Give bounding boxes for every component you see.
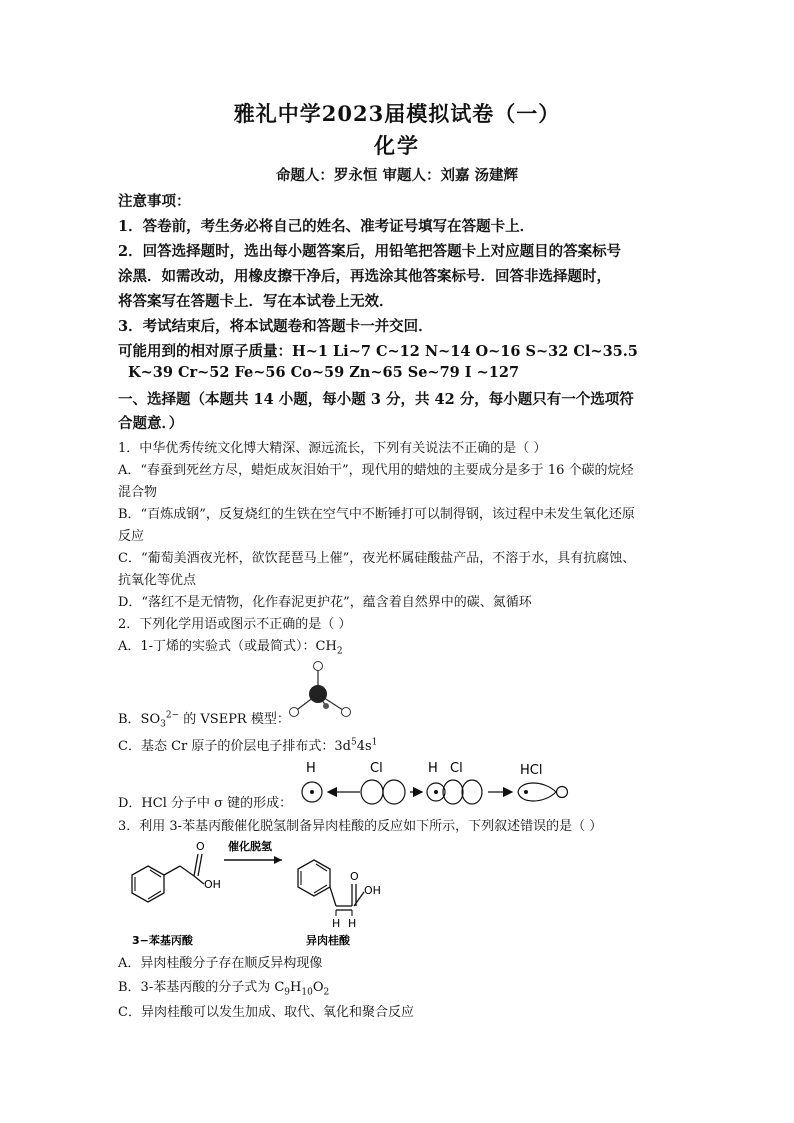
q2-b-superscript: 2− xyxy=(165,710,180,721)
so3-vsepr-model xyxy=(282,656,372,722)
q3-reaction-scheme xyxy=(118,832,398,950)
q3-option-c: C．异肉桂酸可以发生加成、取代、氧化和聚合反应 xyxy=(118,1005,414,1020)
fig-h-label-2: H xyxy=(428,761,438,776)
q2-option-d: D．HCl 分子中 σ 键的形成： xyxy=(118,796,293,811)
section-heading-line-2: 合题意．） xyxy=(118,415,184,432)
q2-b-text-end: 的 VSEPR 模型： xyxy=(179,712,290,727)
q1-stem: 1．中华优秀传统文化博大精深、源远流长，下列有关说法不正确的是（ ） xyxy=(118,441,547,456)
q3-left-o-label: O xyxy=(196,840,205,853)
atomic-mass-line-1: 可能用到的相对原子质量：H~1 Li~7 C~12 N~14 O~16 S~32 Cl~35.5 xyxy=(118,343,638,360)
q3-right-h-label-1: H xyxy=(332,917,341,930)
q3-right-oh-label: OH xyxy=(364,884,381,897)
q3-stem: 3．利用 3-苯基丙酸催化脱氢制备异肉桂酸的反应如下所示，下列叙述错误的是（ ） xyxy=(118,819,603,834)
q2-a-text: A．1-丁烯的实验式（或最简式）：CH xyxy=(118,639,337,654)
q3-b-sub-o: 2 xyxy=(323,987,330,998)
q2-b-text: B．SO xyxy=(118,712,161,727)
q2-b-subscript: 3 xyxy=(160,719,166,730)
q1-option-c-line-1: C．“葡萄美酒夜光杯，欲饮琵琶马上催”，夜光杯属硅酸盐产品，不溶于水，具有抗腐蚀、 xyxy=(118,551,636,566)
fig-hcl-label: HCl xyxy=(520,763,543,778)
q3-b-sub-h: 10 xyxy=(301,987,313,998)
q1-option-a-line-2: 混合物 xyxy=(118,485,158,500)
q3-b-text: B．3-苯基丙酸的分子式为 C xyxy=(118,980,285,995)
note-2-line-1: 2．回答选择题时，选出每小题答案后，用铅笔把答题卡上对应题目的答案标号 xyxy=(118,243,622,260)
note-2-line-3: 将答案写在答题卡上．写在本试卷上无效． xyxy=(118,293,394,310)
note-1: 1．答卷前，考生务必将自己的姓名、准考证号填写在答题卡上． xyxy=(118,218,535,235)
exam-title: 雅礼中学2023届模拟试卷（一） xyxy=(233,101,561,126)
authors-line: 命题人：罗永恒 审题人：刘嘉 汤建辉 xyxy=(275,167,519,184)
q3-left-oh-label: OH xyxy=(204,878,221,891)
hcl-sigma-bond-figure xyxy=(298,758,578,808)
atomic-mass-line-2: K~39 Cr~52 Fe~56 Co~59 Zn~65 Se~79 I ~127 xyxy=(128,364,520,381)
q2-c-sup-1: 5 xyxy=(350,737,357,748)
subject-title: 化学 xyxy=(374,133,420,158)
q3-option-b xyxy=(118,976,329,998)
q2-stem: 2．下列化学用语或图示不正确的是（ ） xyxy=(118,617,352,632)
note-2-line-2: 涂黑．如需改动，用橡皮擦干净后，再选涂其他答案标号．回答非选择题时， xyxy=(118,268,611,285)
q2-c-text: C．基态 Cr 原子的价层电子排布式：3d xyxy=(118,739,351,754)
q3-b-o: O xyxy=(312,980,324,995)
q1-option-c-line-2: 抗氧化等优点 xyxy=(118,573,197,588)
q2-c-text-mid: 4s xyxy=(356,739,372,754)
q2-a-subscript: 2 xyxy=(336,646,343,657)
q1-option-b-line-2: 反应 xyxy=(118,529,145,544)
q3-left-compound-name: 3−苯基丙酸 xyxy=(132,934,193,947)
q2-option-c xyxy=(118,735,377,754)
q2-option-a xyxy=(118,635,343,657)
q3-b-sub-c: 9 xyxy=(284,987,291,998)
section-heading-line-1: 一、选择题（本题共 14 小题，每小题 3 分，共 42 分，每小题只有一个选项符 xyxy=(118,391,634,408)
q3-right-h-label-2: H xyxy=(348,917,357,930)
q3-arrow-label: 催化脱氢 xyxy=(228,840,272,853)
q3-right-o-label: O xyxy=(350,870,359,883)
q3-b-h: H xyxy=(290,980,302,995)
note-3: 3．考试结束后，将本试题卷和答题卡一并交回． xyxy=(118,318,433,335)
q2-option-b xyxy=(118,708,290,730)
fig-cl-label-1: Cl xyxy=(370,761,383,776)
q1-option-a-line-1: A．“春蚕到死丝方尽，蜡炬成灰泪始干”，现代用的蜡烛的主要成分是多于 16 个碳的烷烃 xyxy=(118,463,634,478)
notes-heading: 注意事项： xyxy=(118,193,191,210)
q1-option-b-line-1: B．“百炼成钢”，反复烧红的生铁在空气中不断锤打可以制得钢，该过程中未发生氧化还原 xyxy=(118,507,635,522)
fig-h-label-1: H xyxy=(306,761,316,776)
q2-c-sup-2: 1 xyxy=(371,737,378,748)
q3-right-compound-name: 异肉桂酸 xyxy=(306,934,350,947)
q1-option-d: D．“落红不是无情物，化作春泥更护花”，蕴含着自然界中的碳、氮循环 xyxy=(118,595,532,610)
fig-cl-label-2: Cl xyxy=(450,761,463,776)
q3-option-a: A．异肉桂酸分子存在顺反异构现像 xyxy=(118,956,323,971)
